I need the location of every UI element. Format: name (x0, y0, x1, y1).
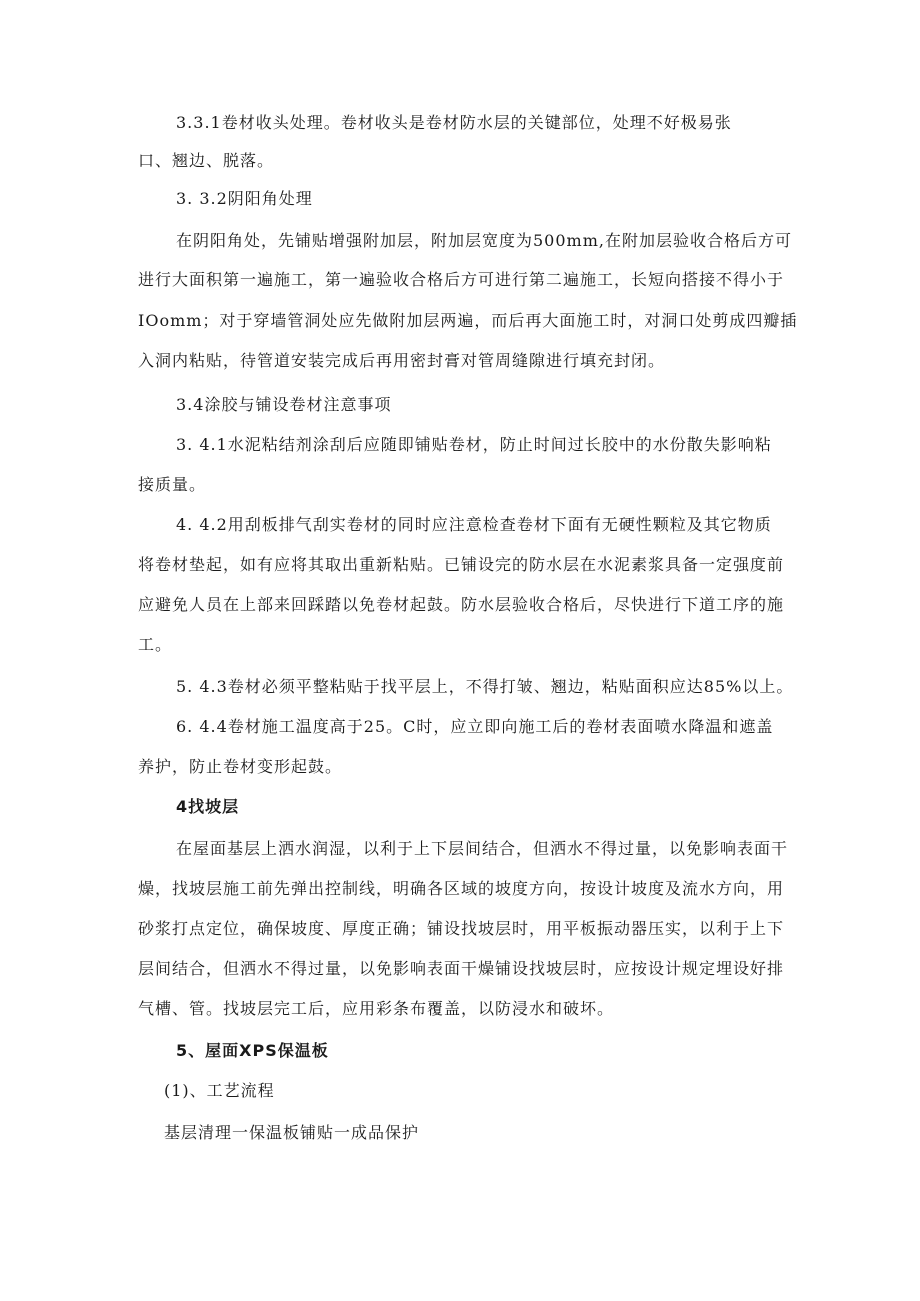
paragraph-3-4-1-line-2: 接质量。 (138, 475, 207, 494)
paragraph-slope-line-4: 层间结合，但洒水不得过量，以免影响表面干燥铺设找坡层时，应按设计规定埋设好排 (138, 959, 785, 978)
paragraph-4-4-2-line-1: 4. 4.2用刮板排气刮实卷材的同时应注意检查卷材下面有无硬性颗粒及其它物质 (176, 515, 772, 534)
heading-3-3-2: 3. 3.2阴阳角处理 (176, 189, 313, 208)
process-flow-steps: 基层清理一保温板铺贴一成品保护 (164, 1123, 420, 1142)
paragraph-slope-line-3: 砂浆打点定位，确保坡度、厚度正确；铺设找坡层时，用平板振动器压实，以利于上下 (138, 919, 785, 938)
paragraph-slope-line-2: 燥，找坡层施工前先弹出控制线，明确各区域的坡度方向，按设计坡度及流水方向，用 (138, 879, 785, 898)
paragraph-3-3-1-line-1: 3.3.1卷材收头处理。卷材收头是卷材防水层的关键部位，处理不好极易张 (176, 113, 732, 132)
paragraph-6-4-4-line-2: 养护，防止卷材变形起鼓。 (138, 757, 343, 776)
paragraph-4-4-2-line-4: 工。 (138, 635, 173, 654)
paragraph-3-4-1-line-1: 3. 4.1水泥粘结剂涂刮后应随即铺贴卷材，防止时间过长胶中的水份散失影响粘 (176, 435, 772, 454)
paragraph-corner-line-2: 进行大面积第一遍施工，第一遍验收合格后方可进行第二遍施工，长短向搭接不得小于 (138, 270, 785, 289)
paragraph-corner-line-4: 入洞内粘贴，待管道安装完成后再用密封膏对管周缝隙进行填充封闭。 (138, 351, 666, 370)
paragraph-6-4-4-line-1: 6. 4.4卷材施工温度高于25。C时，应立即向施工后的卷材表面喷水降温和遮盖 (176, 717, 774, 736)
paragraph-corner-line-3: IOomm；对于穿墙管洞处应先做附加层两遍，而后再大面施工时，对洞口处剪成四瓣插 (138, 311, 798, 330)
heading-5-xps-board: 5、屋面XPS保温板 (176, 1041, 329, 1060)
heading-4-slope-layer: 4找坡层 (176, 797, 240, 816)
paragraph-4-4-2-line-3: 应避免人员在上部来回踩踏以免卷材起鼓。防水层验收合格后，尽快进行下道工序的施 (138, 595, 785, 614)
paragraph-4-4-2-line-2: 将卷材垫起，如有应将其取出重新粘贴。已铺设完的防水层在水泥素浆具备一定强度前 (138, 555, 785, 574)
heading-process-flow: (1)、工艺流程 (164, 1081, 275, 1100)
paragraph-slope-line-1: 在屋面基层上洒水润湿，以利于上下层间结合，但洒水不得过量，以免影响表面干 (176, 839, 789, 858)
paragraph-slope-line-5: 气槽、管。找坡层完工后，应用彩条布覆盖，以防浸水和破坏。 (138, 999, 615, 1018)
paragraph-corner-line-1: 在阴阳角处，先铺贴增强附加层，附加层宽度为500mm,在附加层验收合格后方可 (176, 231, 792, 250)
paragraph-3-3-1-line-2: 口、翘边、脱落。 (138, 151, 275, 170)
heading-3-4: 3.4涂胶与铺设卷材注意事项 (176, 395, 392, 414)
paragraph-5-4-3: 5. 4.3卷材必须平整粘贴于找平层上，不得打皱、翘边，粘贴面积应达85%以上。 (176, 677, 794, 696)
